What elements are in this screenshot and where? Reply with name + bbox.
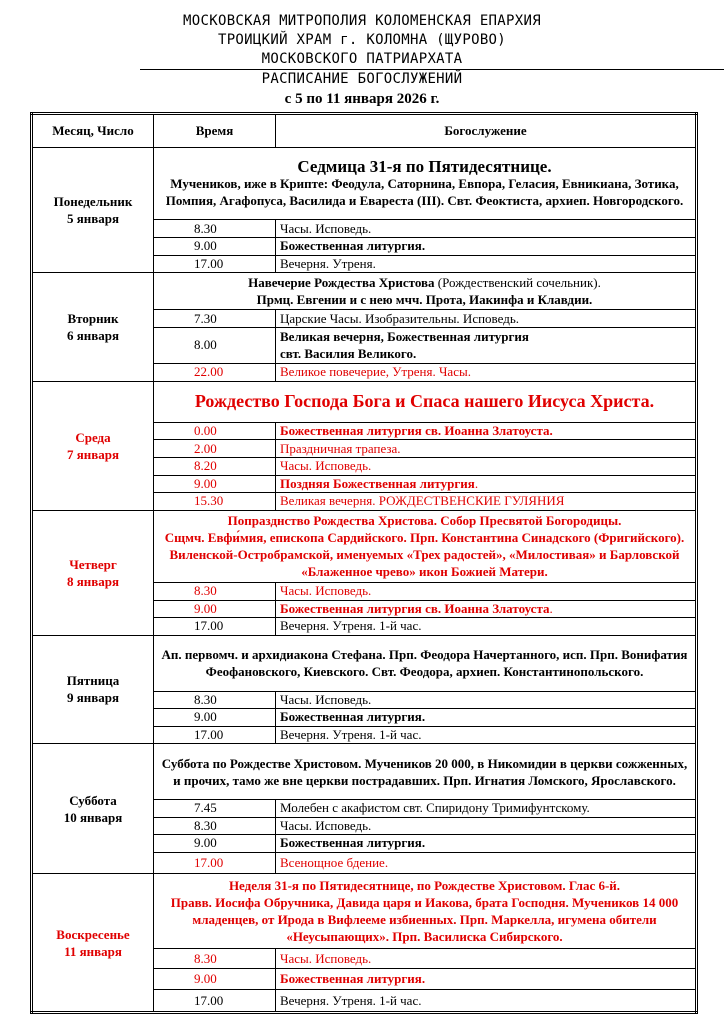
- service-time: 17.00: [154, 255, 276, 273]
- service-time: 0.00: [154, 422, 276, 440]
- feast-saints: Мучеников, иже в Крипте: Феодула, Саторнина, Евпора, Геласия, Евникиана, Зотика, Помпия, Агафопуса, Василида и Евареста (III). Свт. Феоктиста, архиеп. Новгородского.: [165, 176, 684, 209]
- service-text: Вечерня. Утреня. 1-й час.: [276, 726, 697, 744]
- day-cell-wednesday: [32, 381, 154, 510]
- col-header-time: Время: [154, 114, 276, 148]
- day-sunday-title-row: [32, 874, 697, 948]
- service-text: Часы. Исповедь.: [276, 583, 697, 601]
- day-friday-title-row: [32, 635, 697, 691]
- service-text-period: .: [474, 475, 479, 491]
- service-time: 7.30: [154, 310, 276, 328]
- service-time: 8.30: [154, 583, 276, 601]
- day-tuesday-title-row: [32, 273, 697, 310]
- feast-heading: Попразднство Рождества Христова. Собор Пресвятой Богородицы.: [227, 513, 622, 529]
- service-time: 9.00: [154, 237, 276, 255]
- service-text: [276, 475, 697, 493]
- feast-heading: Неделя 31-я по Пятидесятнице, по Рождестве Христовом. Глас 6-й.: [228, 878, 621, 894]
- schedule-table: [30, 112, 698, 1014]
- service-text: Часы. Исповедь.: [276, 948, 697, 969]
- feast-heading: [158, 274, 691, 291]
- day-wednesday-title-row: [32, 381, 697, 422]
- service-time: 8.20: [154, 458, 276, 476]
- service-time: 8.30: [154, 948, 276, 969]
- service-text: Великая вечерня. РОЖДЕСТВЕНСКИЕ ГУЛЯНИЯ: [276, 493, 697, 511]
- service-text: Часы. Исповедь.: [276, 817, 697, 835]
- feast-heading: Седмица 31-я по Пятидесятнице.: [297, 157, 552, 177]
- weekday-label: Суббота: [69, 792, 117, 808]
- service-text: Часы. Исповедь.: [276, 691, 697, 709]
- service-time: 8.30: [154, 220, 276, 238]
- service-time: 9.00: [154, 835, 276, 853]
- service-text: Вечерня. Утреня. 1-й час.: [276, 618, 697, 636]
- service-text: Молебен с акафистом свт. Спиридону Тримифунтскому.: [276, 800, 697, 818]
- date-label: 5 января: [66, 211, 120, 227]
- day-cell-friday: [32, 635, 154, 743]
- service-text: Божественная литургия.: [276, 835, 697, 853]
- service-text: Часы. Исповедь.: [276, 220, 697, 238]
- header-patriarchate: МОСКОВСКОГО ПАТРИАРХАТА: [261, 51, 463, 67]
- weekday-label: Понедельник: [53, 194, 133, 210]
- col-header-day: Месяц, Число: [32, 114, 154, 148]
- service-text: Божественная литургия.: [276, 709, 697, 727]
- service-time: 17.00: [154, 990, 276, 1013]
- date-label: 6 января: [66, 327, 120, 343]
- service-time: 8.30: [154, 817, 276, 835]
- table-header-row: [32, 114, 697, 148]
- service-text-main: Божественная литургия св. Иоанна Златоуста: [280, 600, 550, 616]
- service-text: Праздничная трапеза.: [276, 440, 697, 458]
- day-cell-saturday: [32, 744, 154, 874]
- service-text-line1: Великая вечерня, Божественная литургия: [280, 329, 529, 345]
- service-time: 9.00: [154, 969, 276, 990]
- service-time: 7.45: [154, 800, 276, 818]
- weekday-label: Воскресенье: [56, 926, 130, 942]
- col-header-service: Богослужение: [276, 114, 697, 148]
- day-monday-title-row: [32, 148, 697, 220]
- feast-saints: Правв. Иосифа Обручника, Давида царя и Иакова, брата Господня. Мучеников 14 000 младенцев, от Ирода в Вифлееме избиенных. Прп. Маркелла, игумена обители «Неусыпающих». Прп. Василиска Сибирского.: [170, 895, 679, 945]
- service-text: Всенощное бдение.: [276, 852, 697, 874]
- service-time: 22.00: [154, 364, 276, 382]
- service-text-main: Поздняя Божественная литургия: [280, 475, 475, 491]
- service-text: [276, 600, 697, 618]
- schedule-title: РАСПИСАНИЕ БОГОСЛУЖЕНИЙ: [261, 71, 463, 87]
- weekday-label: Вторник: [67, 310, 119, 326]
- weekday-label: Четверг: [69, 556, 117, 572]
- service-text-line2: свт. Василия Великого.: [280, 346, 417, 362]
- date-label: 10 января: [63, 809, 123, 825]
- feast-heading-note: (Рождественский сочельник).: [434, 275, 601, 291]
- service-text: Часы. Исповедь.: [276, 458, 697, 476]
- weekday-label: Пятница: [66, 673, 120, 689]
- service-time: 17.00: [154, 618, 276, 636]
- date-label: 7 января: [66, 446, 120, 462]
- feast-saints: Сщмч. Евфи́мия, епископа Сардийского. Прп. Константина Синадского (Фригийского). Виленской-Остробрамской, именуемых «Трех радостей», «Милостивая» и Барловской «Блаженное чрево» икон Божией Матери.: [164, 530, 685, 580]
- day-cell-thursday: [32, 510, 154, 635]
- service-text: [276, 327, 697, 363]
- feast-title: Суббота по Рождестве Христовом. Мучеников 20 000, в Никомидии в церкви сожженных, и прочих, тамо же вне церкви пострадавших. Прп. Игнатия Ломского, Ярославского.: [154, 744, 697, 800]
- service-text: Божественная литургия.: [276, 969, 697, 990]
- service-time: 8.30: [154, 691, 276, 709]
- date-label: 11 января: [64, 943, 122, 959]
- service-text-period: .: [549, 600, 553, 616]
- day-thursday-title-row: [32, 510, 697, 582]
- feast-title: [154, 148, 697, 220]
- day-cell-sunday: [32, 874, 154, 1013]
- feast-title: [154, 273, 697, 310]
- service-text: Вечерня. Утреня.: [276, 255, 697, 273]
- feast-title: Рождество Господа Бога и Спаса нашего Иисуса Христа.: [154, 381, 697, 422]
- feast-title: Ап. первомч. и архидиакона Стефана. Прп. Феодора Начертанного, исп. Прп. Вонифатия Феофановского, Киевского. Свт. Феодора, архиеп. Константинопольского.: [154, 635, 697, 691]
- service-text: Вечерня. Утреня. 1-й час.: [276, 990, 697, 1013]
- feast-saints: Прмц. Евгении и с нею мчч. Прота, Иакинфа и Клавдии.: [256, 292, 593, 308]
- service-text: Божественная литургия.: [276, 237, 697, 255]
- header-church: ТРОИЦКИЙ ХРАМ г. КОЛОМНА (ЩУРОВО): [217, 32, 507, 48]
- service-time: 8.00: [154, 327, 276, 363]
- day-saturday-title-row: [32, 744, 697, 800]
- weekday-label: Среда: [75, 429, 111, 445]
- service-time: 17.00: [154, 852, 276, 874]
- service-text: Божественная литургия св. Иоанна Златоуста.: [276, 422, 697, 440]
- service-time: 9.00: [154, 709, 276, 727]
- service-time: 17.00: [154, 726, 276, 744]
- feast-title: [154, 510, 697, 582]
- service-time: 15.30: [154, 493, 276, 511]
- date-label: 9 января: [66, 690, 120, 706]
- service-text: Великое повечерие, Утреня. Часы.: [276, 364, 697, 382]
- day-cell-monday: [32, 148, 154, 273]
- service-time: 2.00: [154, 440, 276, 458]
- day-cell-tuesday: [32, 273, 154, 381]
- service-time: 9.00: [154, 475, 276, 493]
- feast-title: [154, 874, 697, 948]
- service-time: 9.00: [154, 600, 276, 618]
- header-diocese: МОСКОВСКАЯ МИТРОПОЛИЯ КОЛОМЕНСКАЯ ЕПАРХИЯ: [183, 13, 541, 29]
- service-text: Царские Часы. Изобразительны. Исповедь.: [276, 310, 697, 328]
- date-label: 8 января: [66, 573, 120, 589]
- feast-heading-main: Навечерие Рождества Христова: [248, 275, 435, 291]
- schedule-dates: с 5 по 11 января 2026 г.: [284, 91, 440, 107]
